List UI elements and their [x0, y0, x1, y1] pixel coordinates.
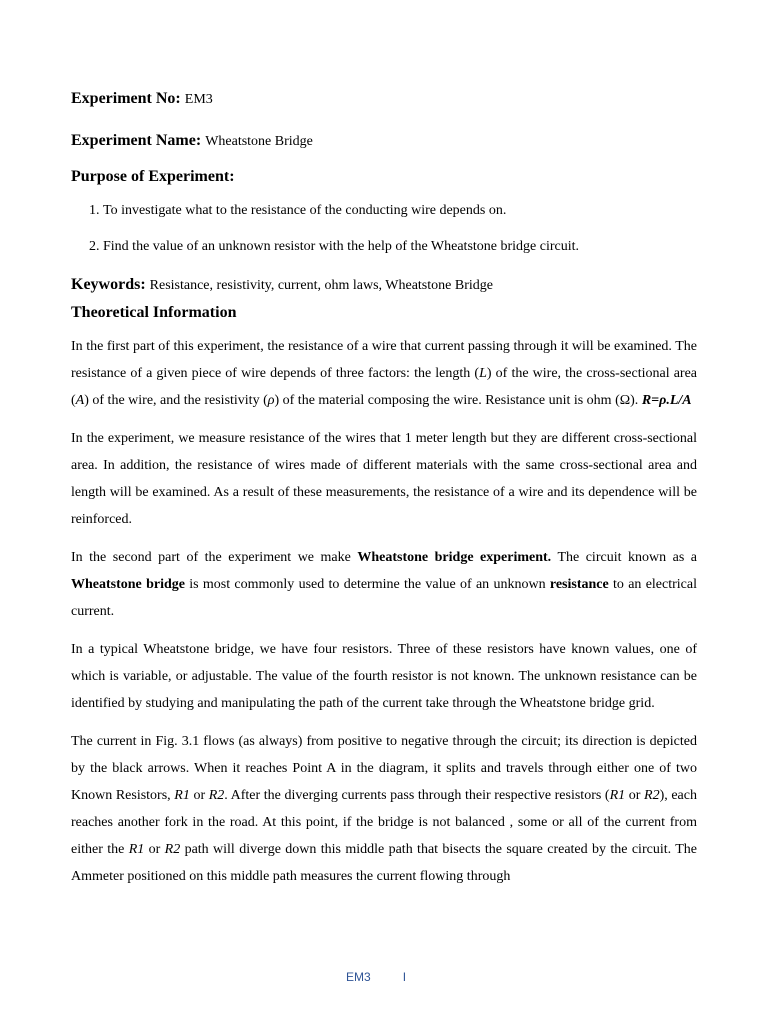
experiment-name-label: Experiment Name:: [71, 132, 202, 149]
purpose-item-2: 2. Find the value of an unknown resistor with the help of the Wheatstone bridge circuit.: [103, 238, 697, 256]
experiment-number-label: Experiment No:: [71, 90, 181, 107]
experiment-name: [71, 130, 697, 153]
theory-paragraph-4: In a typical Wheatstone bridge, we have four resistors. Three of these resistors have known values, one of which is variable, or adjustable. The value of the fourth resistor is not known. The unknown resistance can be identified by studying and manipulating the path of the current take through the Wheatstone bridge grid.: [71, 642, 697, 711]
document-page: [71, 88, 697, 890]
purpose-list: [71, 202, 697, 256]
footer-page-number: I: [402, 970, 407, 984]
experiment-number: [71, 88, 697, 111]
experiment-name-value: Wheatstone Bridge: [205, 134, 313, 149]
theory-paragraph-1: In the first part of this experiment, the resistance of a wire that current passing through it will be examined. The resistance of a given piece of wire depends of three factors: the length (L) of the wire, the cross-sectional area (A) of the wire, and the resistivity (ρ) of the material composing the wire. Resistance unit is ohm (Ω). R=ρ.L/A: [71, 339, 698, 408]
keywords-label: Keywords:: [71, 276, 146, 293]
keywords: [71, 274, 697, 297]
keywords-value: Resistance, resistivity, current, ohm laws, Wheatstone Bridge: [149, 278, 493, 293]
theory-paragraph-5: The current in Fig. 3.1 flows (as always) from positive to negative through the circuit; its direction is depicted by the black arrows. When it reaches Point A in the diagram, it splits and travels through either one of two Known Resistors, R1 or R2. After the diverging currents pass through their respective resistors (R1 or R2), each reaches another fork in the road. At this point, if the bridge is not balanced , some or all of the current from either the R1 or R2 path will diverge down this middle path that bisects the square created by the circuit. The Ammeter positioned on this middle path measures the current flowing through: [71, 734, 697, 884]
purpose-item-1: 1. To investigate what to the resistance of the conducting wire depends on.: [103, 202, 697, 220]
resistance-formula: R=ρ.L/A: [641, 393, 692, 408]
theory-paragraph-2: In the experiment, we measure resistance of the wires that 1 meter length but they are different cross-sectional area. In addition, the resistance of wires made of different materials with the same cross-sectional area and length will be examined. As a result of these measurements, the resistance of a wire and its dependence will be reinforced.: [71, 431, 697, 527]
purpose-heading: Purpose of Experiment:: [71, 168, 235, 185]
footer-label: EM3: [346, 970, 371, 984]
page-footer: [346, 970, 406, 984]
theory-paragraph-3: In the second part of the experiment we make Wheatstone bridge experiment. The circuit known as a Wheatstone bridge is most commonly used to determine the value of an unknown resistance to an electrical current.: [71, 550, 697, 619]
experiment-number-value: EM3: [184, 92, 213, 107]
theory-heading: Theoretical Information: [71, 304, 237, 321]
